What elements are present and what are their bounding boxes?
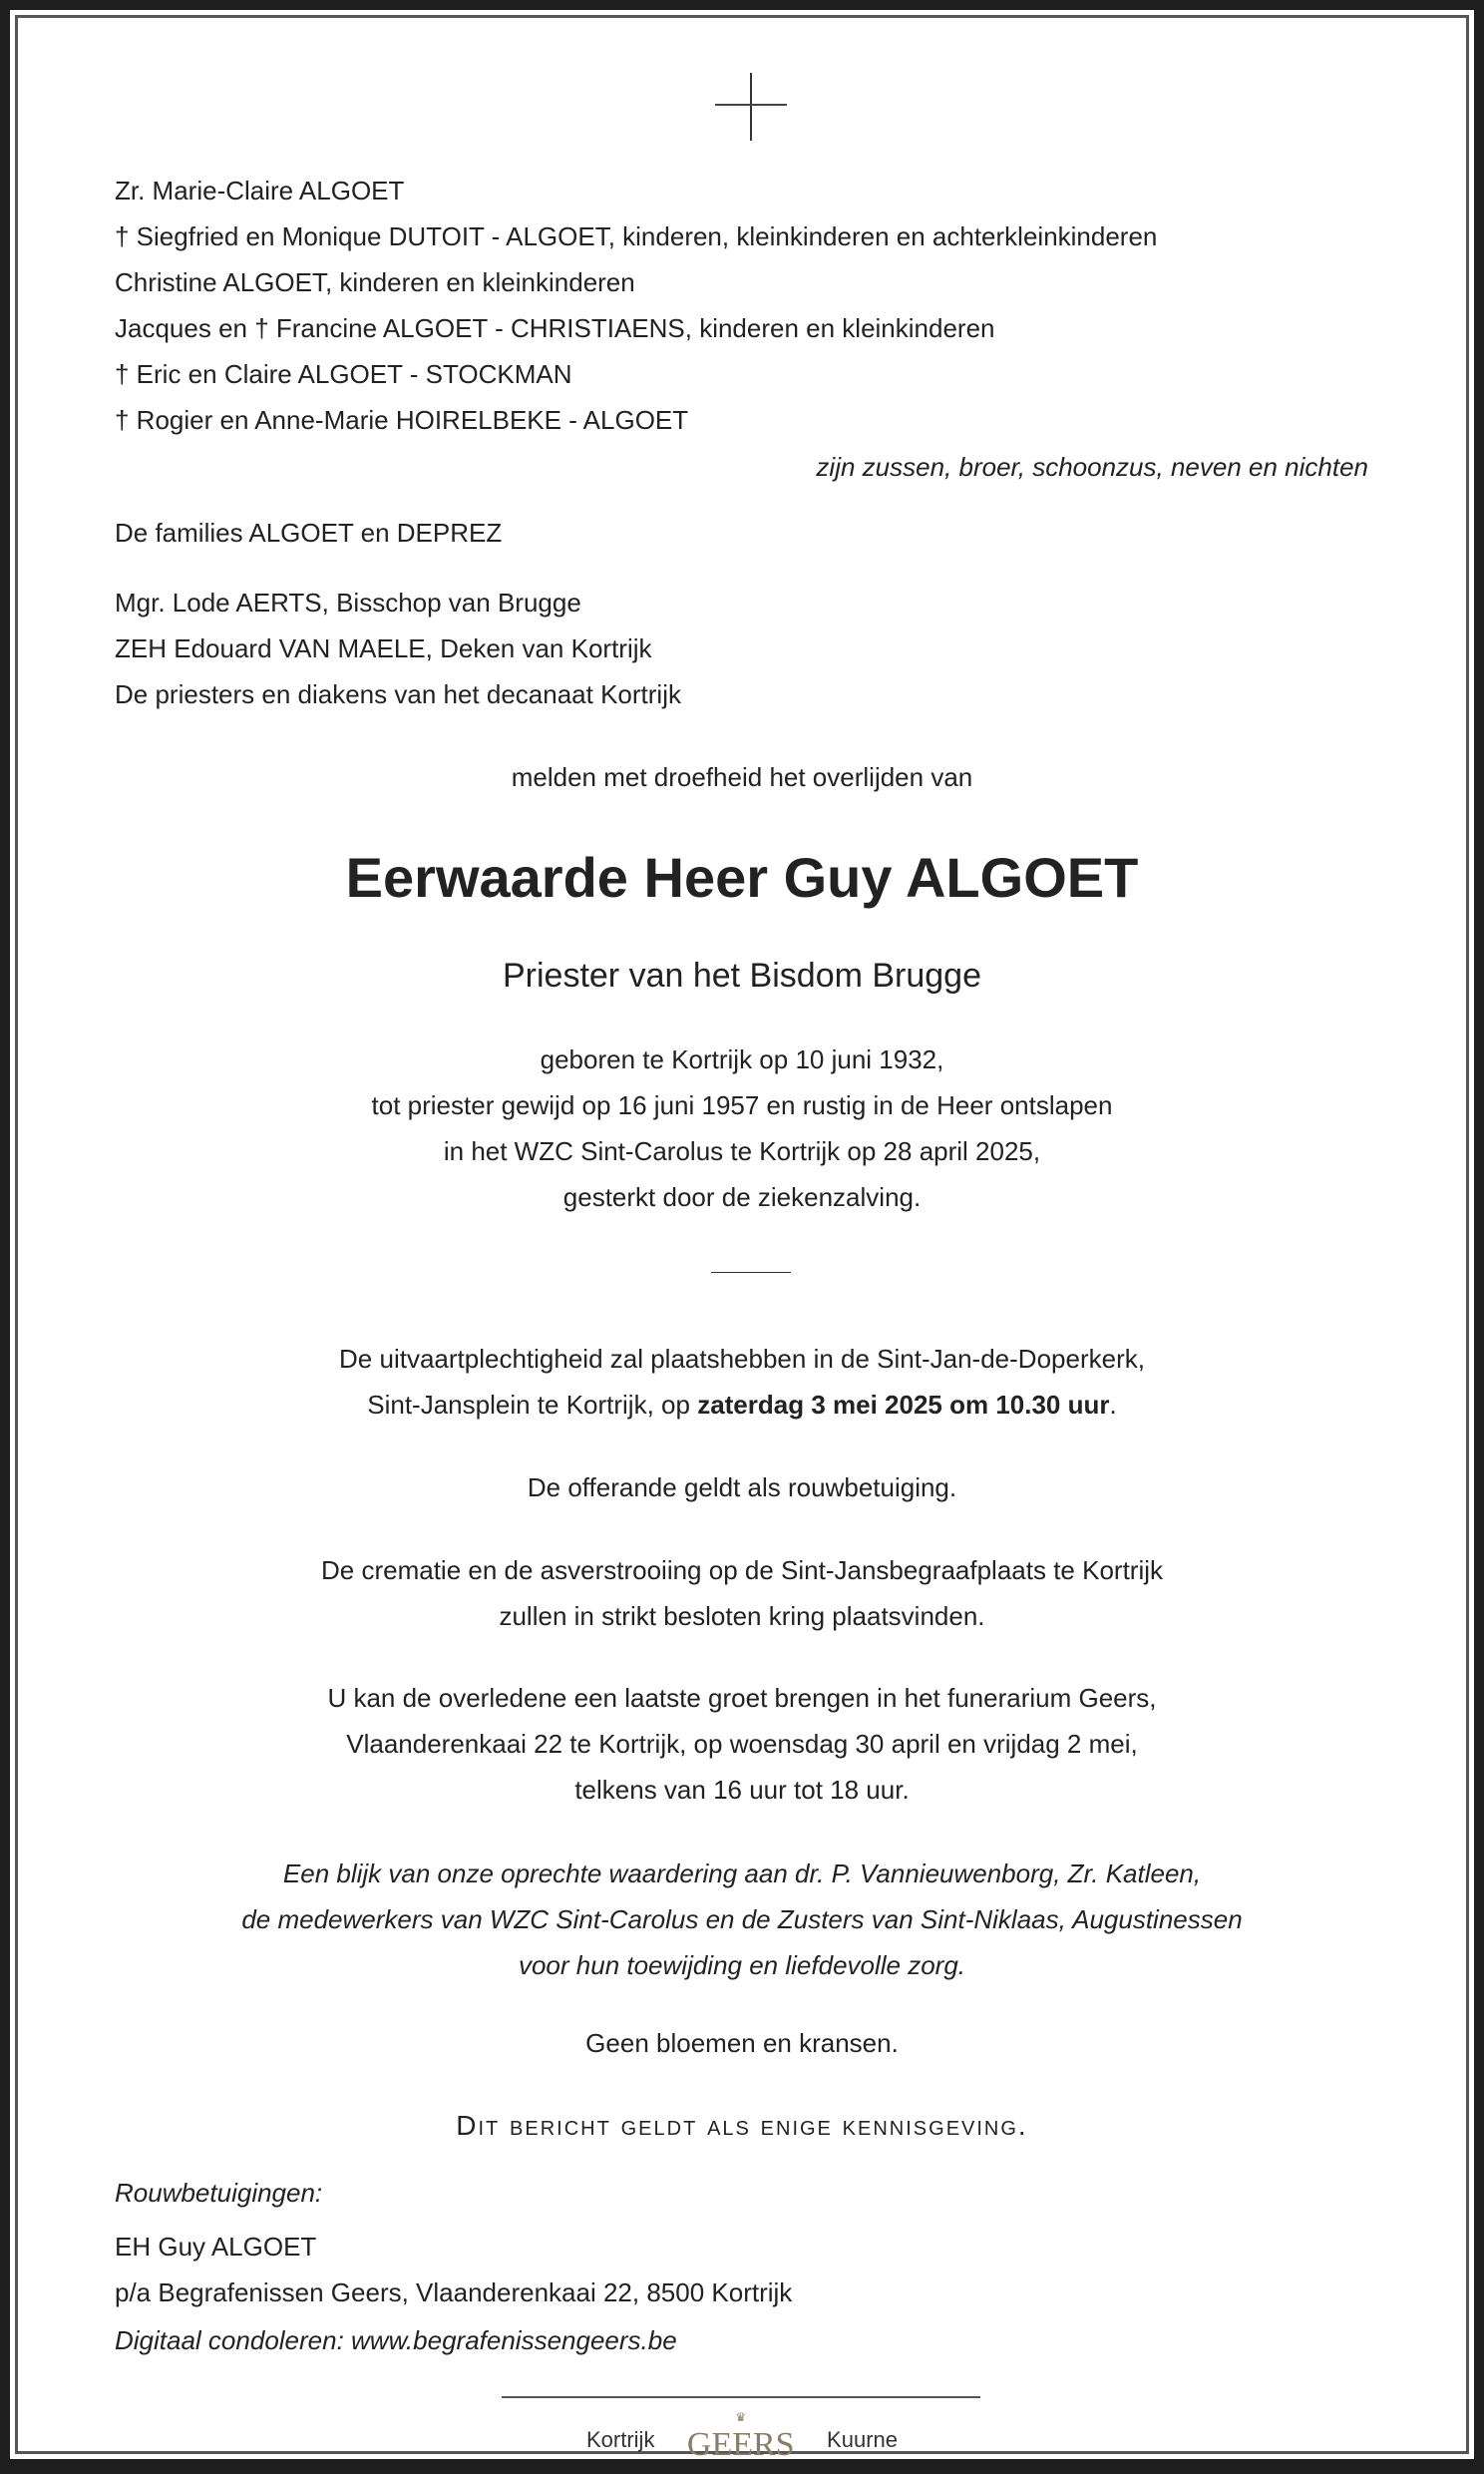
thanks-line: de medewerkers van WZC Sint-Carolus en de Zusters van Sint-Niklaas, Augustinessen [241,1904,1243,1934]
family-line: † Rogier en Anne-Marie HOIRELBEKE - ALGOET [115,405,689,435]
cremation-line: De crematie en de asverstrooiing op de Sint-Jansbegraafplaats te Kortrijk [321,1555,1163,1585]
logo-text: GEERS [686,2426,795,2464]
funeral-line: De uitvaartplechtigheid zal plaatshebben in de Sint-Jan-de-Doperkerk, [339,1344,1145,1374]
deceased-name: Eerwaarde Heer Guy ALGOET [345,846,1139,909]
obituary-notice [10,10,1474,2464]
crown-icon: ♛ [735,2410,747,2424]
family-line: Christine ALGOET, kinderen en kleinkinderen [115,267,635,297]
bio-line: tot priester gewijd op 16 juni 1957 en rustig in de Heer ontslapen [371,1090,1113,1120]
funeral-line [10,1389,1474,1421]
condolences-label: Rouwbetuigingen: [115,2178,323,2208]
families: De families ALGOET en DEPREZ [115,518,503,548]
condolences-address: p/a Begrafenissen Geers, Vlaanderenkaai 22, 8500 Kortrijk [115,2277,793,2307]
clergy-line: Mgr. Lode AERTS, Bisschop van Brugge [115,588,581,618]
offering: De offerande geldt als rouwbetuiging. [527,1472,957,1502]
geers-logo [686,2410,795,2464]
visit-line: telkens van 16 uur tot 18 uur. [574,1775,910,1805]
funeral-datetime: zaterdag 3 mei 2025 om 10.30 uur [697,1390,1110,1420]
bio-line: geboren te Kortrijk op 10 juni 1932, [540,1044,944,1074]
footer-town-left: Kortrijk [586,2427,655,2453]
deceased-role: Priester van het Bisdom Brugge [502,957,982,995]
bio-line: in het WZC Sint-Carolus te Kortrijk op 28 april 2025, [443,1136,1041,1166]
cremation-line: zullen in strikt besloten kring plaatsvinden. [499,1601,985,1631]
digital-condolences: Digitaal condoleren: www.begrafenissengeers.be [115,2325,677,2355]
clergy-line: De priesters en diakens van het decanaat Kortrijk [115,679,681,709]
funeral-home-footer [10,2410,1474,2464]
condolences-name: EH Guy ALGOET [115,2232,317,2262]
punctuation: . [1109,1390,1117,1420]
family-line: Zr. Marie-Claire ALGOET [115,176,405,206]
thanks-line: voor hun toewijding en liefdevolle zorg. [518,1950,966,1980]
notice: Dit bericht geldt als enige kennisgeving. [456,2110,1028,2141]
family-line: † Eric en Claire ALGOET - STOCKMAN [115,359,572,389]
footer-town-right: Kuurne [827,2427,898,2453]
cross-icon [715,73,787,141]
family-relation: zijn zussen, broer, schoonzus, neven en nichten [816,452,1368,482]
family-line: Jacques en † Francine ALGOET - CHRISTIAENS, kinderen en kleinkinderen [115,313,995,343]
visit-line: U kan de overledene een laatste groet brengen in het funerarium Geers, [327,1683,1157,1713]
footer-separator [502,2396,980,2398]
funeral-location: Sint-Jansplein te Kortrijk, op [367,1390,698,1420]
announcement: melden met droefheid het overlijden van [511,762,973,792]
clergy-line: ZEH Edouard VAN MAELE, Deken van Kortrijk [115,633,652,663]
thanks-line: Een blijk van onze oprechte waardering aan dr. P. Vannieuwenborg, Zr. Katleen, [282,1858,1202,1888]
family-line: † Siegfried en Monique DUTOIT - ALGOET, kinderen, kleinkinderen en achterkleinkinderen [115,221,1158,251]
divider [711,1272,791,1273]
bio-line: gesterkt door de ziekenzalving. [562,1182,922,1212]
no-flowers: Geen bloemen en kransen. [585,2028,899,2058]
visit-line: Vlaanderenkaai 22 te Kortrijk, op woensdag 30 april en vrijdag 2 mei, [346,1729,1138,1759]
